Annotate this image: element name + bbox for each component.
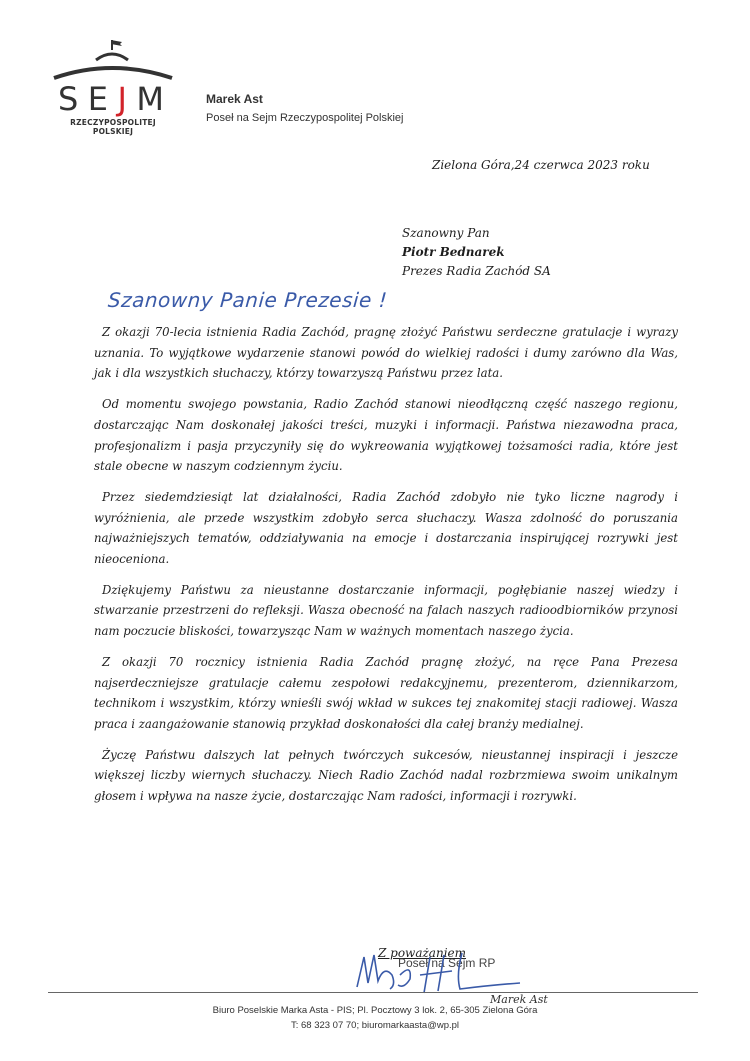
logo-wordmark xyxy=(58,80,168,118)
paragraph-3: Przez siedemdziesiąt lat działalności, Radia Zachód zdobyło nie tyko liczne nagrody i wyróżnienia, ale przede wszystkim zdobyło serca słuchaczy. Wasza zdolność do poruszania najważniejszych tematów, oddziaływania na emocje i dostarczania inspirującej rozrywki jest nieoceniona. xyxy=(94,489,678,567)
footer-contact: T: 68 323 07 70; biuromarkaasta@wp.pl xyxy=(290,1020,460,1031)
footer-divider xyxy=(48,992,698,993)
paragraph-5: Z okazji 70 rocznicy istnienia Radia Zachód pragnę złożyć, na ręce Pana Prezesa najserdeczniejsze gratulacje całemu zespołowi redakcyjnemu, prezenterom, dziennikarzom, technikom i wszystkim, którzy wnieśli swój wkład w sukces tej znakomitej stacji radiowej. Wasza praca i zaangażowanie stanowią przykład doskonałości dla całej branży medialnej. xyxy=(94,654,678,731)
sender-name: Marek Ast xyxy=(206,92,263,106)
paragraph-4: Dziękujemy Państwu za nieustanne dostarczanie informacji, pogłębianie naszej wiedzy i stwarzanie przestrzeni do refleksji. Wasza obecność na falach naszych radioodbiorników przynosi nam poczucie bliskości, towarzysząc Nam w ważnych momentach naszego życia. xyxy=(94,582,678,639)
handwritten-signature xyxy=(352,945,522,995)
logo-letter-s: S xyxy=(58,80,83,118)
logo-letter-e: E xyxy=(87,80,112,118)
footer-address: Biuro Poselskie Marka Asta - PIS; Pl. Pocztowy 3 lok. 2, 65-305 Zielona Góra xyxy=(212,1005,538,1016)
sejm-dome-icon xyxy=(52,38,174,83)
letter-body xyxy=(94,322,678,817)
recipient-position: Prezes Radia Zachód SA xyxy=(402,264,551,278)
paragraph-6: Życzę Państwu dalszych lat pełnych twórczych sukcesów, nieustannej inspiracji i jeszcze większej liczby wiernych słuchaczy. Niech Radio Zachód nadal rozbrzmiewa swoim unikalnym głosem i wpływa na nasze życie, dostarczając Nam radości, informacji i rozrywki. xyxy=(94,747,678,804)
recipient-greeting: Szanowny Pan xyxy=(402,226,490,240)
footer xyxy=(0,1003,750,1033)
logo-letter-m: M xyxy=(136,80,168,118)
recipient-name: Piotr Bednarek xyxy=(402,245,505,259)
paragraph-2: Od momentu swojego powstania, Radio Zachód stanowi nieodłączną część naszego regionu, dostarczając Nam doskonałej jakości treści, muzyki i informacji. Państwa niezawodna praca, profesjonalizm i pasja przyczyniły się do wykreowania wyjątkowej tożsamości radia, które jest stale obecne w naszym codziennym życiu. xyxy=(94,397,678,474)
logo-subtitle: RZECZYPOSPOLITEJ POLSKIEJ xyxy=(70,118,156,136)
closing-phrase: Z poważaniem xyxy=(378,946,467,960)
sender-title: Poseł na Sejm Rzeczypospolitej Polskiej xyxy=(206,112,404,124)
role-stamp: Poseł na Sejm RP xyxy=(398,956,496,970)
signed-name: Marek Ast xyxy=(490,993,548,1006)
handwritten-salutation: Szanowny Panie Prezesie ! xyxy=(107,288,389,312)
recipient-block xyxy=(402,224,551,281)
date-line: Zielona Góra,24 czerwca 2023 roku xyxy=(432,158,650,172)
sejm-logo xyxy=(52,38,172,136)
paragraph-1: Z okazji 70-lecia istnienia Radia Zachód, pragnę złożyć Państwu serdeczne gratulacje i wyrazy uznania. To wyjątkowe wydarzenie stanowi powód do wielkiej radości i dumy zarówno dla Was, jak i dla wszystkich słuchaczy, którzy towarzyszą Państwu przez lata. xyxy=(94,325,678,381)
logo-letter-j: J xyxy=(117,80,131,118)
